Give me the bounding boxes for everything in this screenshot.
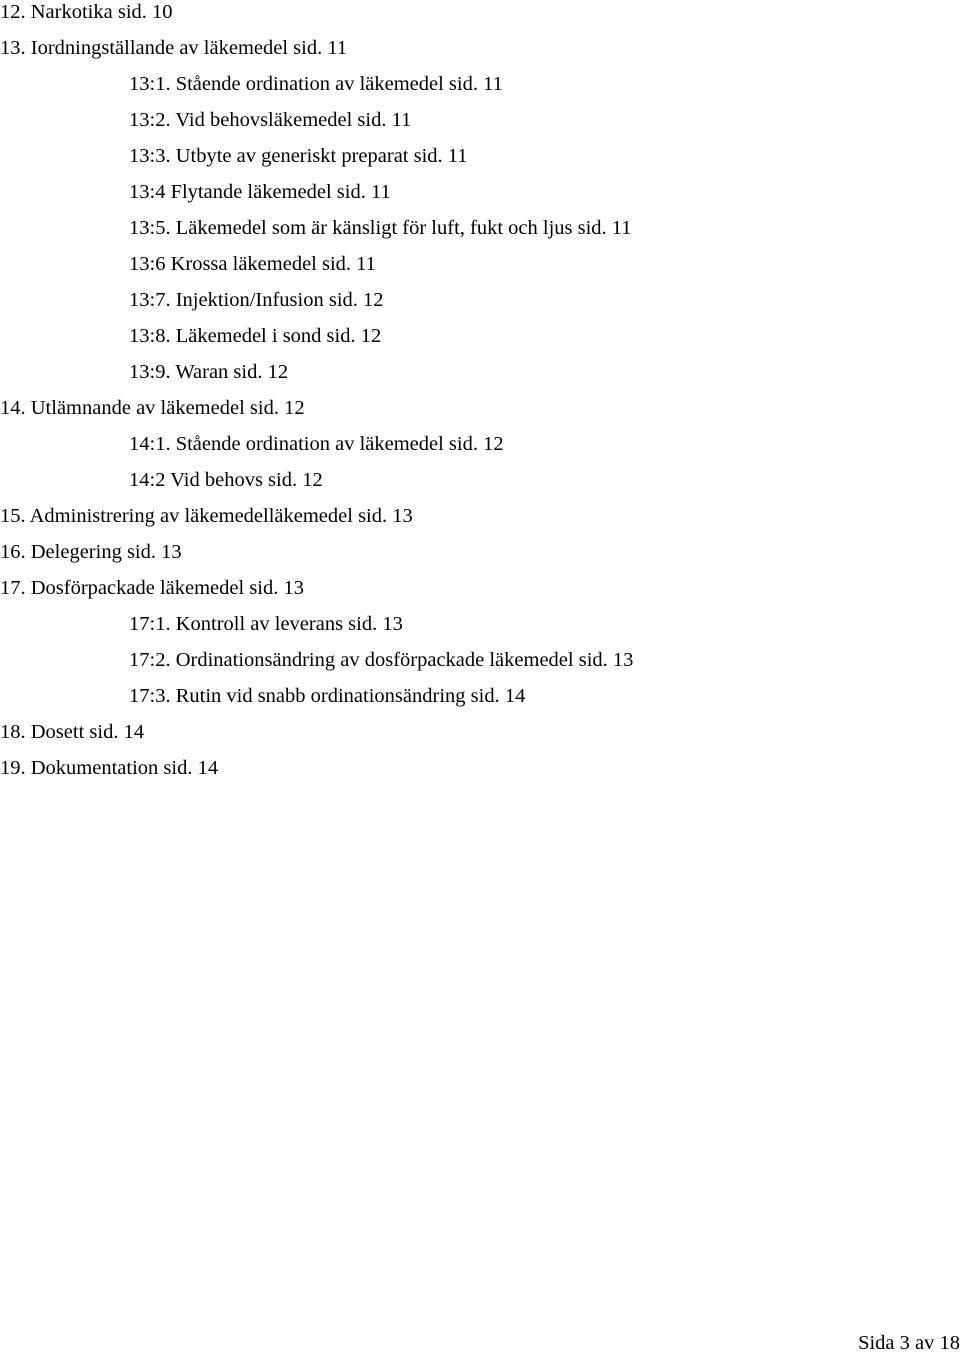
toc-subentry: 13:5. Läkemedel som är känsligt för luft, fukt och ljus sid. 11 — [129, 217, 632, 239]
toc-entry: 15. Administrering av läkemedelläkemedel sid. 13 — [0, 505, 413, 527]
toc-subentry: 13:1. Stående ordination av läkemedel sid. 11 — [129, 73, 503, 95]
toc-entry: 14. Utlämnande av läkemedel sid. 12 — [0, 397, 305, 419]
toc-subentry: 13:3. Utbyte av generiskt preparat sid. 11 — [129, 145, 468, 167]
toc-subentry: 13:2. Vid behovsläkemedel sid. 11 — [129, 109, 412, 131]
toc-entry: 18. Dosett sid. 14 — [0, 721, 145, 743]
toc-subentry: 13:4 Flytande läkemedel sid. 11 — [129, 181, 391, 203]
toc-subentry: 17:3. Rutin vid snabb ordinationsändring sid. 14 — [129, 685, 526, 707]
toc-entry: 16. Delegering sid. 13 — [0, 541, 182, 563]
toc-entry: 13. Iordningställande av läkemedel sid. 11 — [0, 37, 348, 59]
toc-subentry: 17:2. Ordinationsändring av dosförpackade läkemedel sid. 13 — [129, 649, 634, 671]
toc-subentry: 13:6 Krossa läkemedel sid. 11 — [129, 253, 376, 275]
toc-subentry: 14:2 Vid behovs sid. 12 — [129, 469, 323, 491]
toc-subentry: 17:1. Kontroll av leverans sid. 13 — [129, 613, 403, 635]
toc-subentry: 13:9. Waran sid. 12 — [129, 361, 289, 383]
toc-subentry: 13:7. Injektion/Infusion sid. 12 — [129, 289, 384, 311]
toc-entry: 12. Narkotika sid. 10 — [0, 1, 173, 23]
toc-subentry: 13:8. Läkemedel i sond sid. 12 — [129, 325, 382, 347]
toc-entry: 19. Dokumentation sid. 14 — [0, 757, 219, 779]
page-number: Sida 3 av 18 — [858, 1332, 960, 1354]
toc-subentry: 14:1. Stående ordination av läkemedel sid. 12 — [129, 433, 504, 455]
toc-entry: 17. Dosförpackade läkemedel sid. 13 — [0, 577, 304, 599]
